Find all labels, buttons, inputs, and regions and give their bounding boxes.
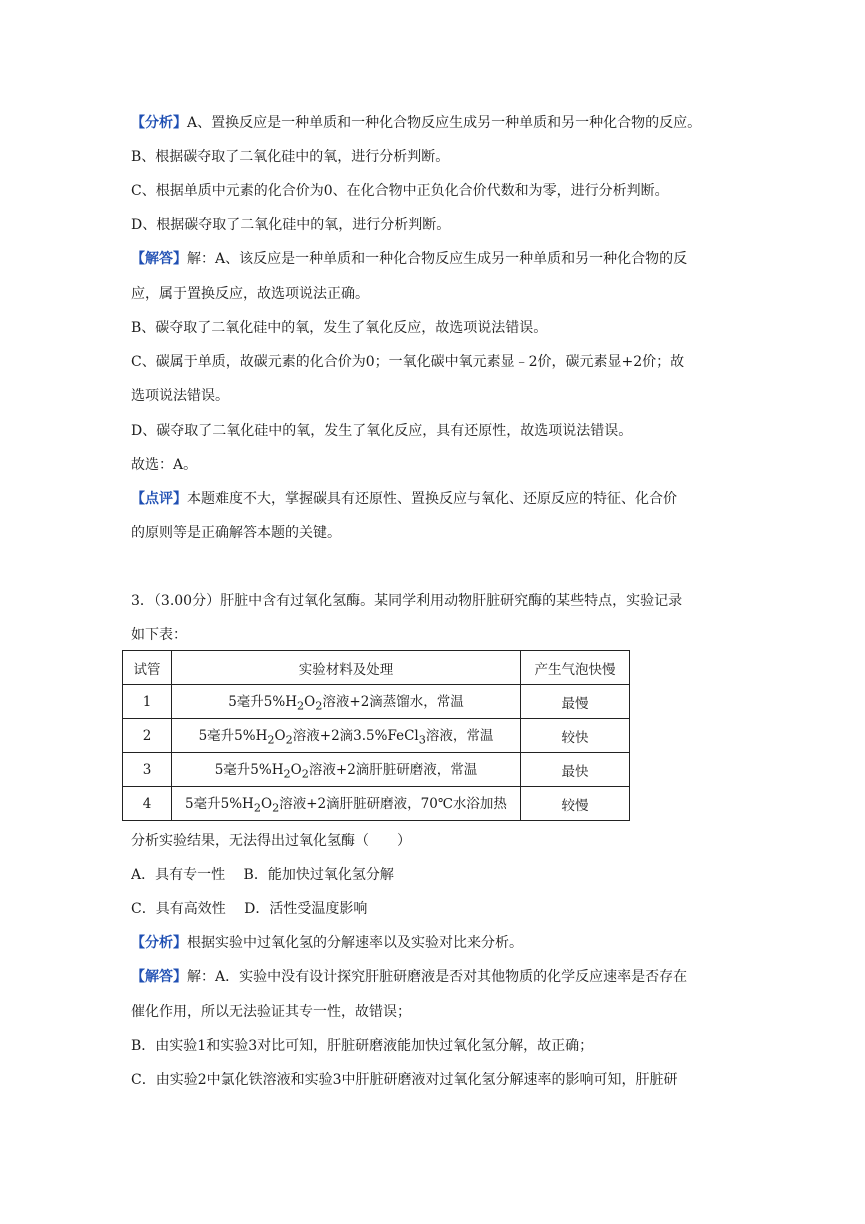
q3-analysis: 【分析】根据实验中过氧化氢的分解速率以及实验对比来分析。 [131,935,523,951]
tube-cell: 3 [123,753,172,787]
q2-analysis-d: D、根据碳夺取了二氧化硅中的氧，进行分析判断。 [131,217,451,233]
analysis-tag: 【分析】 [131,115,187,131]
q2-answer-d: D、碳夺取了二氧化硅中的氧，发生了氧化反应，具有还原性，故选项说法错误。 [131,423,633,439]
table-header-row [123,651,630,685]
q2-analysis-c: C、根据单质中元素的化合价为0、在化合物中正负化合价代数和为零，进行分析判断。 [131,183,669,199]
speed-cell: 最快 [521,753,630,787]
tube-cell: 2 [123,719,172,753]
q3-answer-c1: C．由实验2中氯化铁溶液和实验3中肝脏研磨液对过氧化氢分解速率的影响可知，肝脏研 [131,1072,678,1088]
q3-question: 分析实验结果，无法得出过氧化氢酶（ ） [131,833,411,849]
q2-answer-a2: 应，属于置换反应，故选项说法正确。 [131,286,369,302]
q2-analysis-a: 【分析】A、置换反应是一种单质和一种化合物反应生成另一种单质和另一种化合物的反应。 [131,115,702,131]
q3-stem1: 3．（3.00分）肝脏中含有过氧化氢酶。某同学利用动物肝脏研究酶的某些特点，实验记录 [131,593,683,609]
material-cell: 5毫升$5\%H_2O_2$溶液+2滴蒸馏水，常温 [172,685,521,719]
material-cell: 5毫升$5\%H_2O_2$溶液+2滴3.5%FeCl$_3$溶液，常温 [172,719,521,753]
q3-answer-a1: 【解答】解：A．实验中没有设计探究肝脏研磨液是否对其他物质的化学反应速率是否存在 [131,969,688,985]
header-material: 实验材料及处理 [172,651,521,685]
q2-answer-a1: 【解答】解：A、该反应是一种单质和一种化合物反应生成另一种单质和另一种化合物的反 [131,251,688,267]
tube-cell: 4 [123,787,172,821]
q3-options-cd: C．具有高效性 D．活性受温度影响 [131,901,368,917]
table-row [123,719,630,753]
q2-comment1: 【点评】本题难度不大，掌握碳具有还原性、置换反应与氧化、还原反应的特征、化合价 [131,491,677,507]
header-speed: 产生气泡快慢 [521,651,630,685]
table-row [123,685,630,719]
q2-answer-c1: C、碳属于单质，故碳元素的化合价为0；一氧化碳中氧元素显﹣2价，碳元素显+2价；故 [131,354,685,370]
q2-choice: 故选：A。 [131,457,198,473]
q2-answer-c2: 选项说法错误。 [131,388,229,404]
answer-tag: 【解答】 [131,251,187,267]
speed-cell: 较慢 [521,787,630,821]
table-row [123,753,630,787]
analysis-tag: 【分析】 [131,935,187,951]
speed-cell: 较快 [521,719,630,753]
material-cell: 5毫升$5\%H_2O_2$溶液+2滴肝脏研磨液，常温 [172,753,521,787]
q3-answer-b: B．由实验1和实验3对比可知，肝脏研磨液能加快过氧化氢分解，故正确； [131,1038,594,1054]
header-tube: 试管 [123,651,172,685]
q2-answer-b: B、碳夺取了二氧化硅中的氧，发生了氧化反应，故选项说法错误。 [131,320,548,336]
comment-tag: 【点评】 [131,491,187,507]
material-cell: 5毫升$5\%H_2O_2$溶液+2滴肝脏研磨液，70℃水浴加热 [172,787,521,821]
q3-options-ab: A．具有专一性 B．能加快过氧化氢分解 [131,867,394,883]
speed-cell: 最慢 [521,685,630,719]
table-row [123,787,630,821]
q3-stem2: 如下表： [131,627,187,643]
experiment-table [122,650,630,821]
q2-analysis-b: B、根据碳夺取了二氧化硅中的氧，进行分析判断。 [131,149,450,165]
answer-tag: 【解答】 [131,969,187,985]
tube-cell: 1 [123,685,172,719]
q3-answer-a2: 催化作用，所以无法验证其专一性，故错误； [131,1004,411,1020]
q2-comment2: 的原则等是正确解答本题的关键。 [131,525,341,541]
